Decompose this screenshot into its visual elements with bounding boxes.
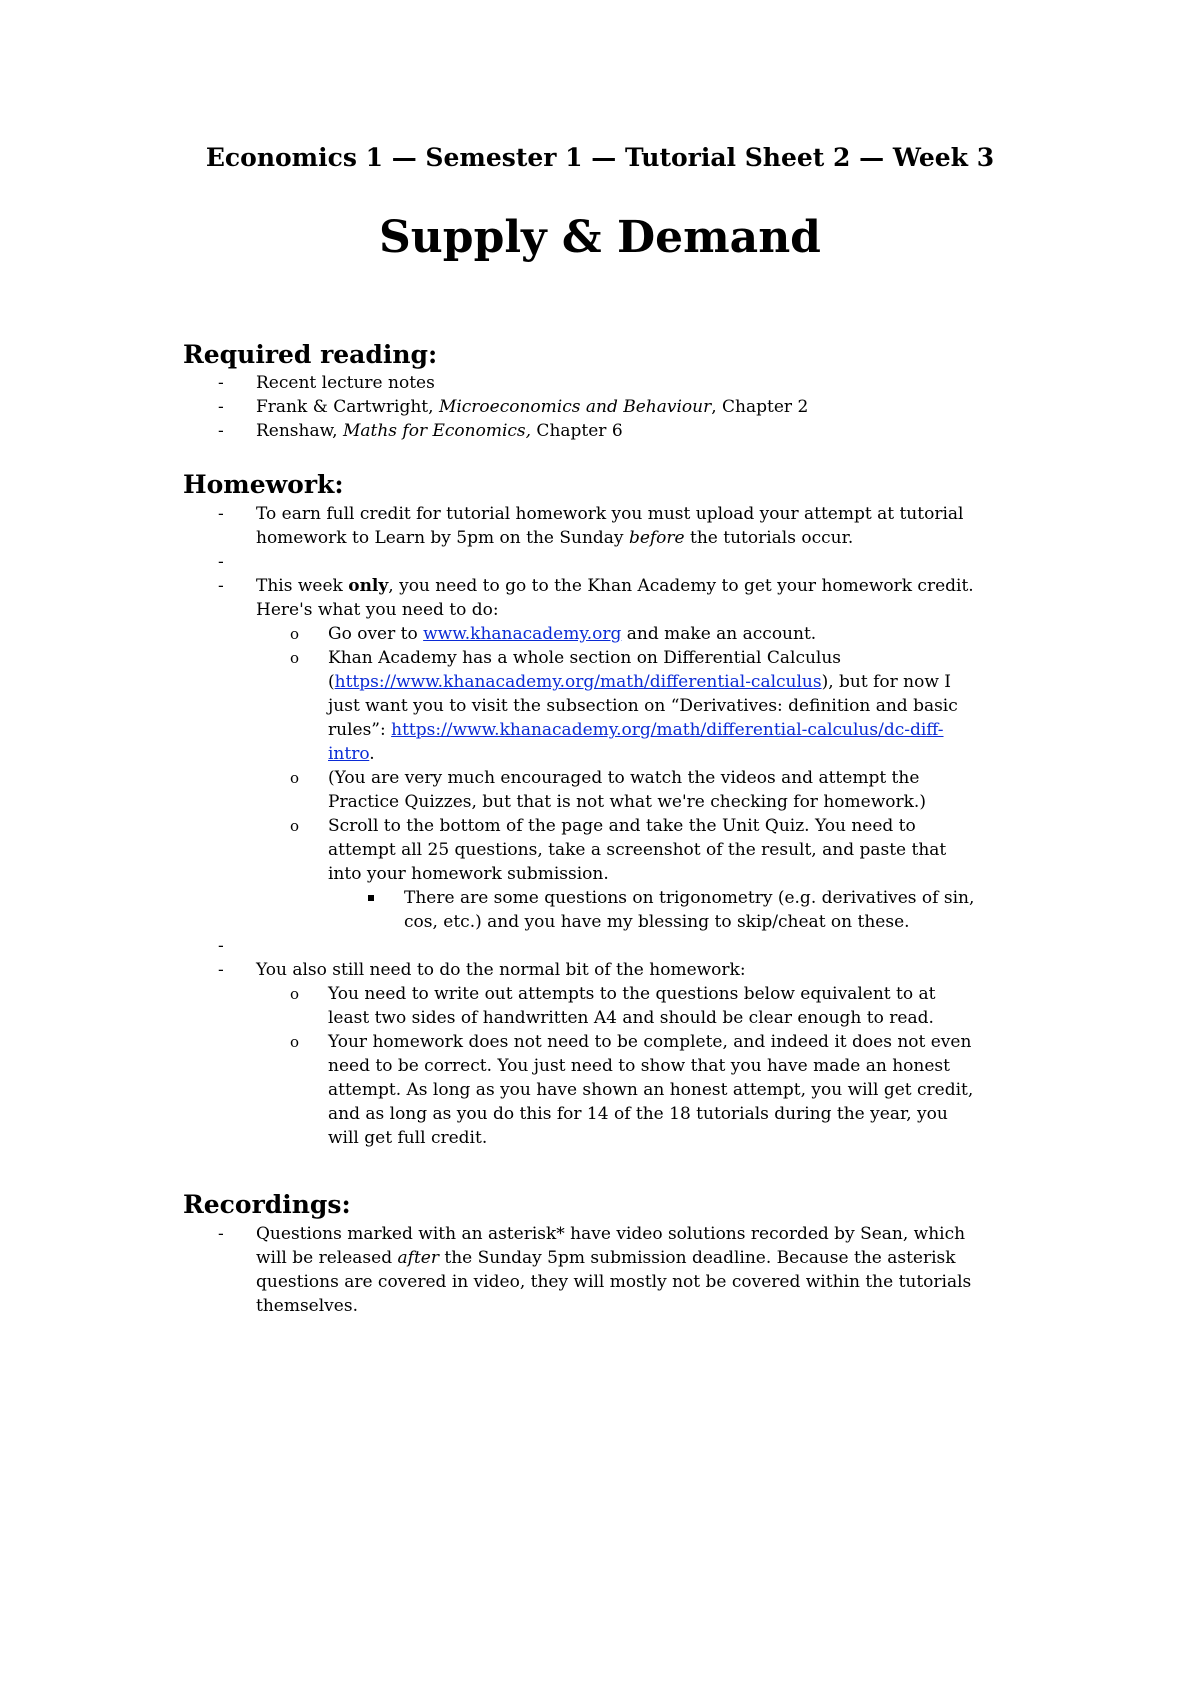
- reading-item: - Renshaw, Maths for Economics, Chapter 6: [218, 419, 978, 443]
- khan-step: o (You are very much encouraged to watch the videos and attempt the Practice Quizzes, but that is not what we're checking for homework.): [290, 766, 978, 814]
- khanacademy-link[interactable]: www.khanacademy.org: [423, 624, 622, 644]
- normal-homework-step: o Your homework does not need to be complete, and indeed it does not even need to be correct. You just need to show that you have made an honest attempt. As long as you have shown an honest attempt, you will get credit, and as long as you do this for 14 of the 18 tutorials during the year, you will get full credit.: [290, 1030, 978, 1150]
- trig-note: There are some questions on trigonometry (e.g. derivatives of sin, cos, etc.) and you have my blessing to skip/cheat on these.: [366, 886, 978, 934]
- sheet-header: Economics 1 — Semester 1 — Tutorial Sheet 2 — Week 3: [205, 143, 995, 172]
- reading-item: - Frank & Cartwright, Microeconomics and Behaviour, Chapter 2: [218, 395, 978, 419]
- khan-steps-list: [256, 622, 978, 934]
- recordings-list: [218, 1222, 978, 1318]
- required-reading-list: [218, 371, 978, 443]
- differential-calculus-link[interactable]: https://www.khanacademy.org/math/differential-calculus: [334, 672, 822, 692]
- page-title: Supply & Demand: [379, 212, 821, 263]
- homework-item: - This week only, you need to go to the Khan Academy to get your homework credit. Here's what you need to do: o Go over to www.khanacademy.org and make an account. o Khan Academy has a whole section on Differential Calculus (https://www.khanacademy.org/math/differential-calculus), but for now I just want you to visit the subsection on “Derivatives: definition and basic rules”: https://www.khanacademy.org/math/differential-calculus/dc-diff-intro. o (You are very much encouraged to watch the videos and attempt the Practice Quizzes, but that is not what we're checking for homework.) o Scroll to the bottom of the page and take the Unit Quiz. You need to attempt all 25 questions, take a screenshot of the result, and paste that into your homework submission. There are some questions on trigonometry (e.g. derivatives of sin, cos, etc.) and you have my blessing to skip/cheat on these.: [218, 574, 978, 934]
- khan-step: o Scroll to the bottom of the page and take the Unit Quiz. You need to attempt all 25 questions, take a screenshot of the result, and paste that into your homework submission. There are some questions on trigonometry (e.g. derivatives of sin, cos, etc.) and you have my blessing to skip/cheat on these.: [290, 814, 978, 934]
- recordings-item: - Questions marked with an asterisk* have video solutions recorded by Sean, which will be released after the Sunday 5pm submission deadline. Because the asterisk questions are covered in video, they will mostly not be covered within the tutorials themselves.: [218, 1222, 978, 1318]
- homework-list: [218, 502, 978, 1150]
- dc-diff-intro-link[interactable]: https://www.khanacademy.org/math/differential-calculus/dc-diff-intro: [328, 720, 944, 764]
- required-reading-heading: Required reading:: [183, 340, 438, 369]
- recordings-heading: Recordings:: [183, 1190, 351, 1219]
- homework-item: - To earn full credit for tutorial homework you must upload your attempt at tutorial homework to Learn by 5pm on the Sunday before the tutorials occur.: [218, 502, 978, 550]
- trig-note-list: [328, 886, 978, 934]
- khan-step: o Go over to www.khanacademy.org and make an account.: [290, 622, 978, 646]
- normal-homework-step: o You need to write out attempts to the questions below equivalent to at least two sides of handwritten A4 and should be clear enough to read.: [290, 982, 978, 1030]
- homework-heading: Homework:: [183, 470, 344, 499]
- normal-homework-list: [256, 982, 978, 1150]
- khan-step: o Khan Academy has a whole section on Differential Calculus (https://www.khanacademy.org/math/differential-calculus), but for now I just want you to visit the subsection on “Derivatives: definition and basic rules”: https://www.khanacademy.org/math/differential-calculus/dc-diff-intro.: [290, 646, 978, 766]
- reading-item: - Recent lecture notes: [218, 371, 978, 395]
- homework-item: - You also still need to do the normal bit of the homework: o You need to write out attempts to the questions below equivalent to at least two sides of handwritten A4 and should be clear enough to read. o Your homework does not need to be complete, and indeed it does not even need to be correct. You just need to show that you have made an honest attempt. As long as you have shown an honest attempt, you will get credit, and as long as you do this for 14 of the 18 tutorials during the year, you will get full credit.: [218, 958, 978, 1150]
